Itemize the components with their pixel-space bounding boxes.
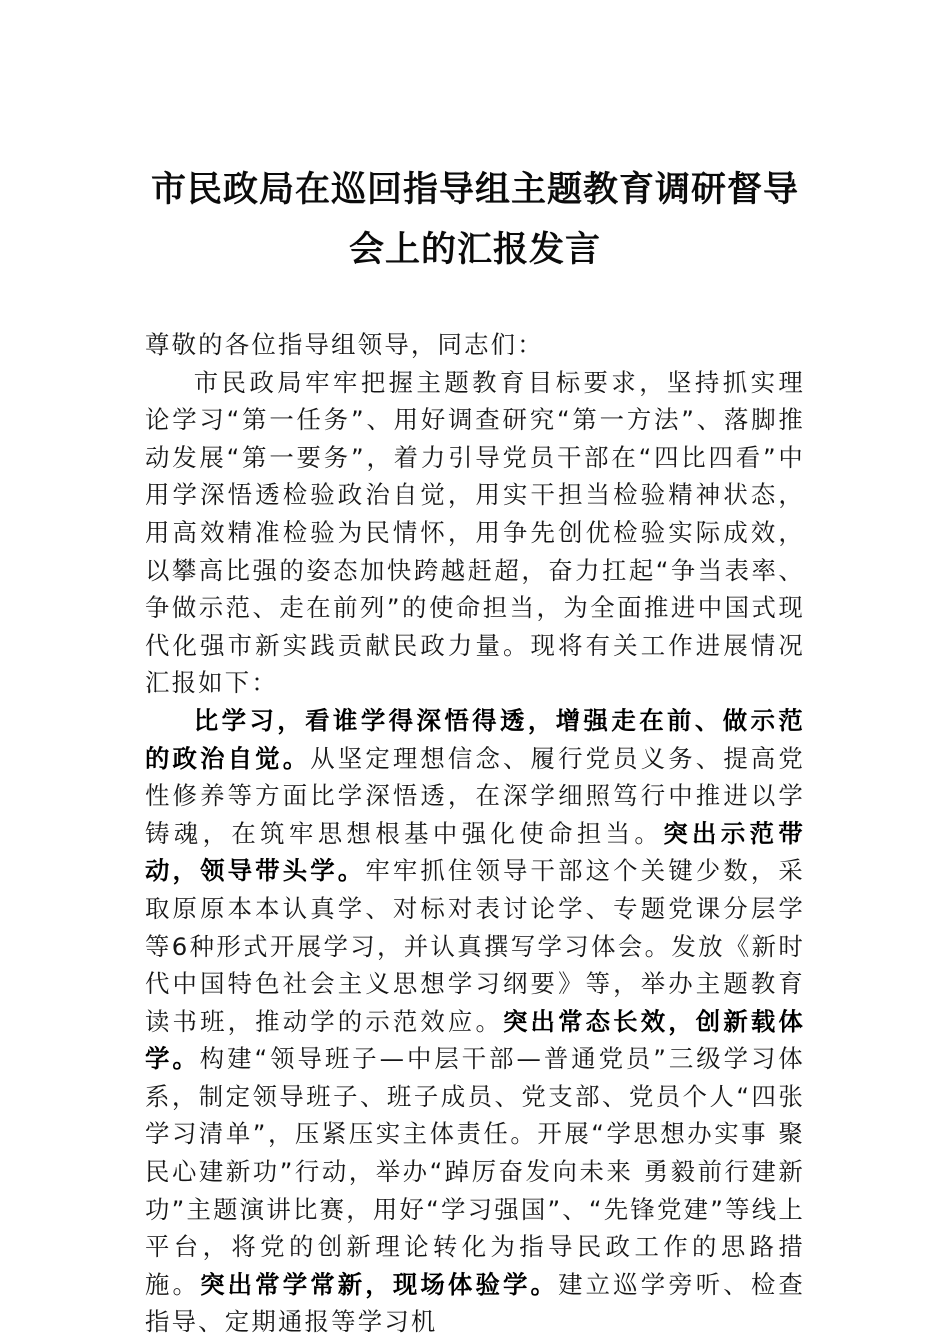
title-line-2: 会上的汇报发言 (348, 229, 601, 270)
paragraph-text: 从坚定理想信念、履行党员义务、提高党性修养等方面比学深悟透，在深学细照笃行中推进以学铸魂，在筑牢思想根基中强化使命担当。 (145, 743, 805, 848)
sub-heading: 突出常态长效，创新载体学。 (145, 1006, 805, 1074)
sub-heading: 突出常学常新，现场体验学。 (200, 1269, 559, 1299)
paragraph-text: 构建“领导班子—中层干部—普通党员”三级学习体系，制定领导班子、班子成员、党支部、党员个人“四张学习清单”，压紧压实主体责任。开展“学思想办实事 聚民心建新功”行动，举办“踔厉奋发向未来 勇毅前行建新功”主题演讲比赛，用好“学习强国”、“先锋党建”等线上平台，将党的创新理论转化为指导民政工作的思路措施。 (145, 1044, 805, 1299)
paragraph-study (145, 702, 805, 1341)
document-title (145, 160, 805, 280)
title-line-1: 市民政局在巡回指导组主题教育调研督导 (150, 169, 799, 210)
paragraph-text: 牢牢抓住领导干部这个关键少数，采取原原本本认真学、对标对表讨论学、专题党课分层学等6种形式开展学习，并认真撰写学习体会。发放《新时代中国特色社会主义思想学习纲要》等，举办主题教育读书班，推动学的示范效应。 (145, 856, 805, 1036)
paragraph-text: 建立巡学旁听、检查指导、定期通报等学习机 (145, 1269, 805, 1337)
paragraph-intro: 市民政局牢牢把握主题教育目标要求，坚持抓实理论学习“第一任务”、用好调查研究“第一方法”、落脚推动发展“第一要务”，着力引导党员干部在“四比四看”中用学深悟透检验政治自觉，用实干担当检验精神状态，用高效精准检验为民情怀，用争先创优检验实际成效，以攀高比强的姿态加快跨越赶超，奋力扛起“争当表率、争做示范、走在前列”的使命担当，为全面推进中国式现代化强市新实践贡献民政力量。现将有关工作进展情况汇报如下： (145, 367, 805, 698)
section-heading: 比学习，看谁学得深悟得透，增强走在前、做示范的政治自觉。 (145, 705, 805, 773)
document-body (145, 326, 805, 1341)
salutation: 尊敬的各位指导组领导，同志们： (145, 330, 544, 359)
sub-heading: 突出示范带动，领导带头学。 (145, 818, 805, 886)
